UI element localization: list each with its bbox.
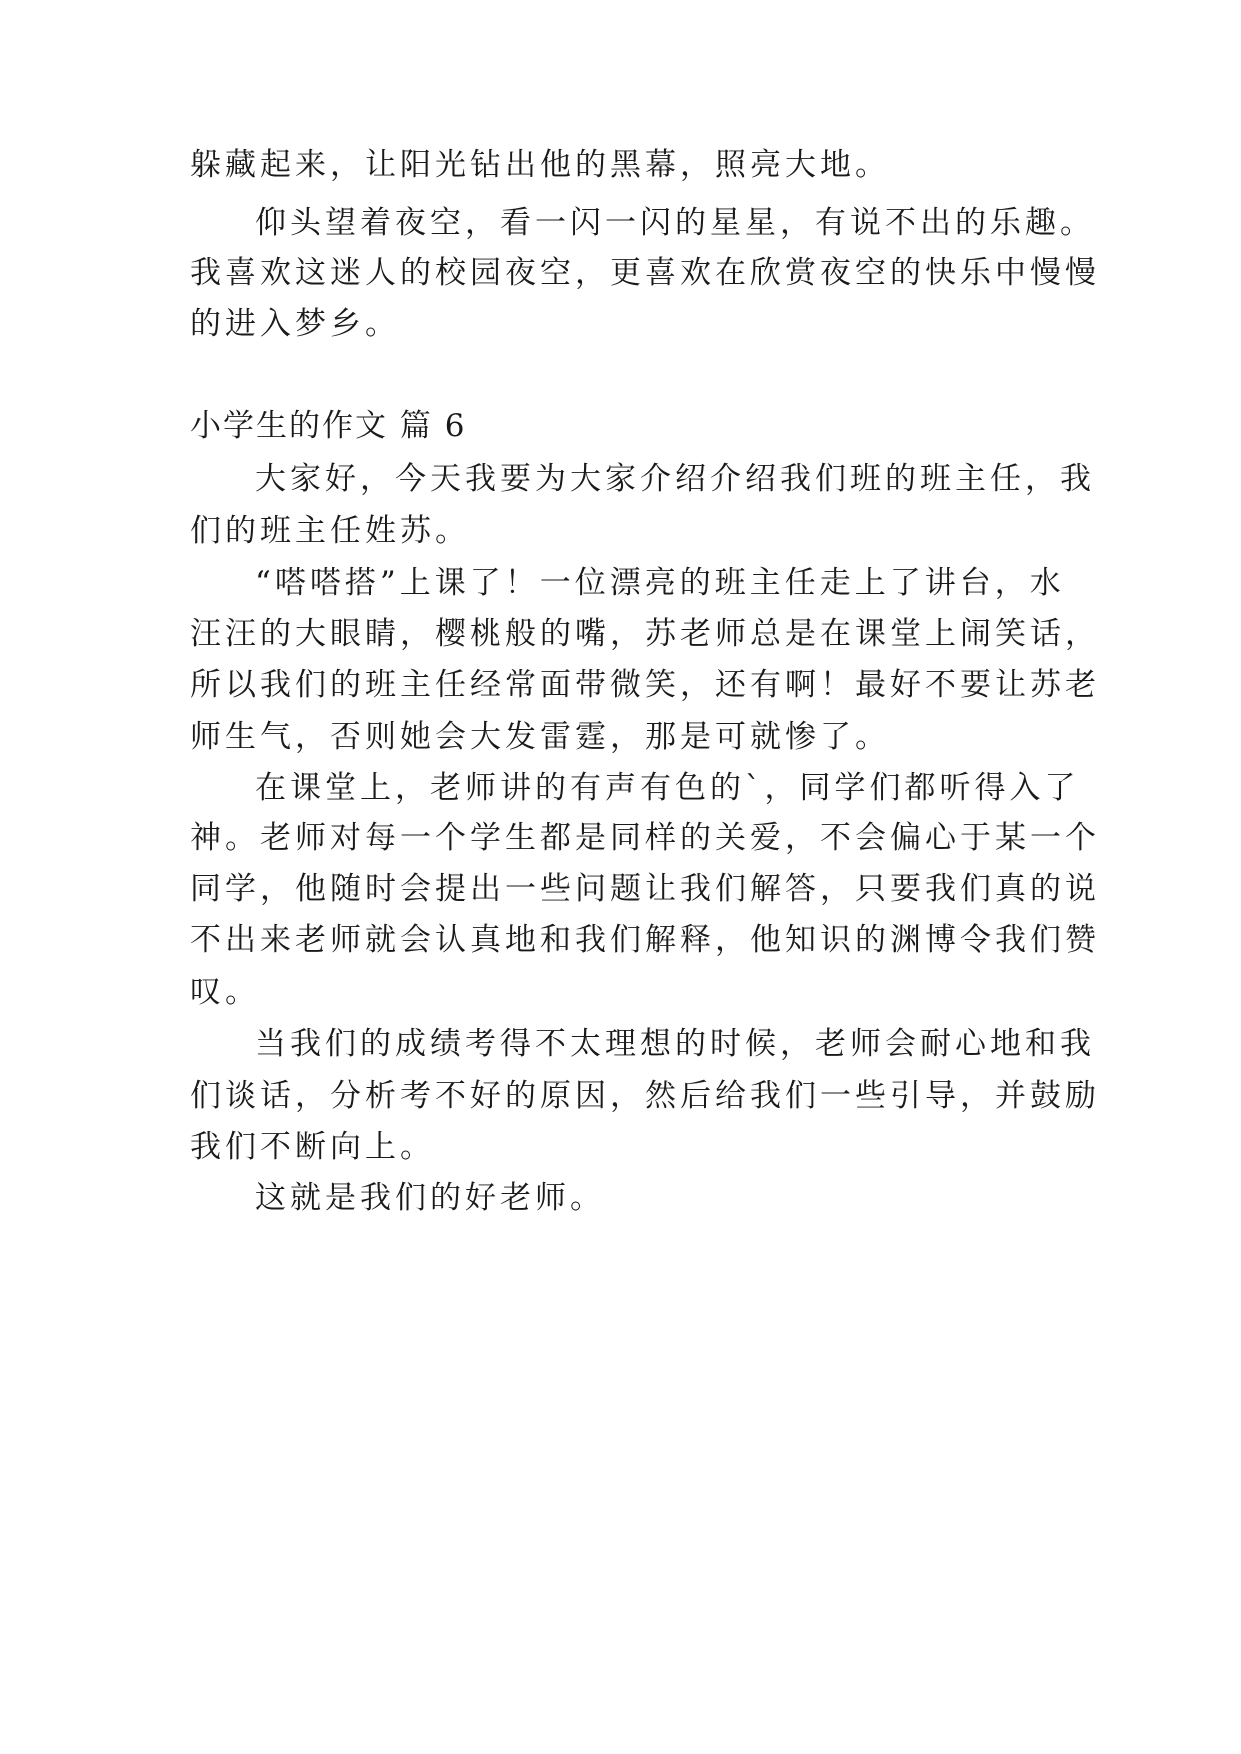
paragraph-start-line: 大家好，今天我要为大家介绍介绍我们班的班主任，我	[255, 461, 1095, 497]
paragraph-start-line: “嗒嗒搭”上课了！一位漂亮的班主任走上了讲台，水	[255, 565, 1065, 601]
text-line: 师生气，否则她会大发雷霆，那是可就惨了。	[190, 719, 890, 755]
paragraph-start-line: 当我们的成绩考得不太理想的时候，老师会耐心地和我	[255, 1026, 1095, 1062]
text-line: 汪汪的大眼睛，樱桃般的嘴，苏老师总是在课堂上闹笑话，	[190, 616, 1100, 652]
section-heading: 小学生的作文 篇 6	[190, 408, 467, 444]
paragraph-start-line: 仰头望着夜空，看一闪一闪的星星，有说不出的乐趣。	[255, 205, 1095, 241]
text-line: 们谈话，分析考不好的原因，然后给我们一些引导，并鼓励	[190, 1078, 1100, 1114]
text-line: 我喜欢这迷人的校园夜空，更喜欢在欣赏夜空的快乐中慢慢	[190, 255, 1100, 291]
text-line: 同学，他随时会提出一些问题让我们解答，只要我们真的说	[190, 871, 1100, 907]
text-line: 躲藏起来，让阳光钻出他的黑幕，照亮大地。	[190, 147, 890, 183]
paragraph-start-line: 这就是我们的好老师。	[255, 1180, 605, 1216]
text-line: 我们不断向上。	[190, 1129, 435, 1165]
text-line: 不出来老师就会认真地和我们解释，他知识的渊博令我们赞	[190, 922, 1100, 958]
text-line: 神。老师对每一个学生都是同样的关爱，不会偏心于某一个	[190, 820, 1100, 856]
paragraph-start-line: 在课堂上，老师讲的有声有色的`，同学们都听得入了	[255, 770, 1080, 806]
text-line: 们的班主任姓苏。	[190, 513, 470, 549]
text-line: 的进入梦乡。	[190, 306, 400, 342]
text-line: 所以我们的班主任经常面带微笑，还有啊！最好不要让苏老	[190, 667, 1100, 703]
text-line: 叹。	[190, 974, 260, 1010]
